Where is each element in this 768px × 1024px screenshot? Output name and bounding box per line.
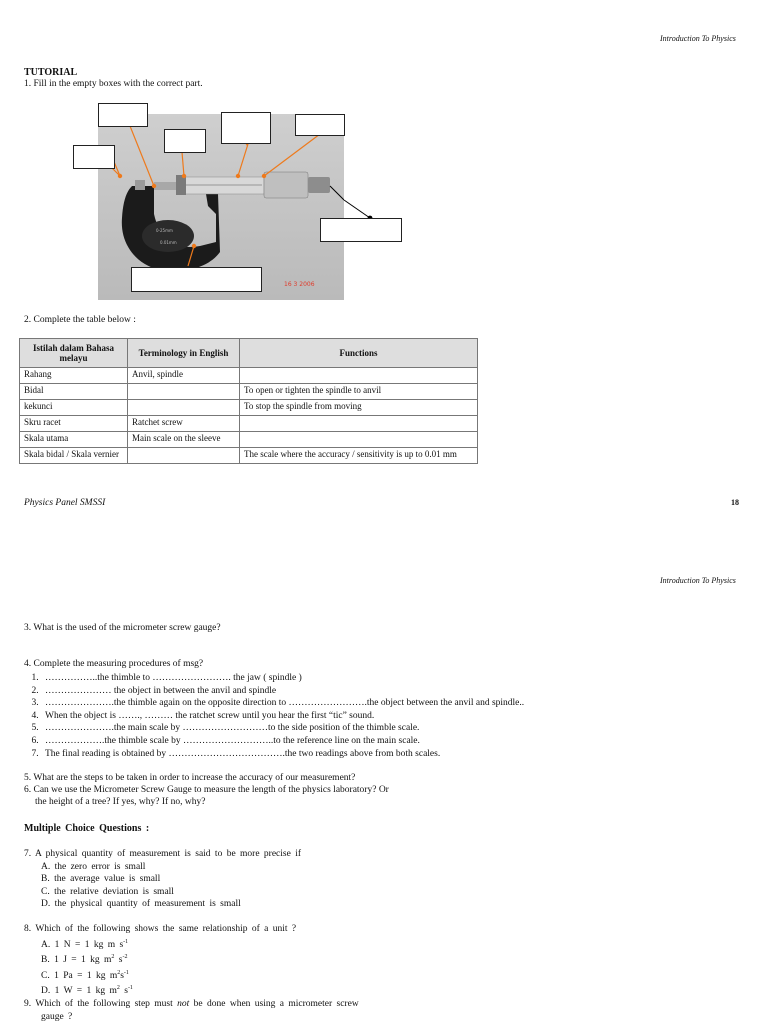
question-6-continued: the height of a tree? If yes, why? If no, why? xyxy=(35,797,206,807)
question-8 xyxy=(24,923,296,998)
question-stem: 8. Which of the following shows the same relationship of a unit ? xyxy=(24,924,297,934)
question-stem: 9. Which of the following step must not be done when using a micrometer screw xyxy=(24,999,359,1009)
list-item: 2. ………………… the object in between the anvil and spindle xyxy=(41,685,524,698)
table-cell[interactable] xyxy=(240,368,478,384)
option-text: B. 1 J = 1 kg m xyxy=(41,955,112,966)
option-text: C. 1 Pa = 1 kg m xyxy=(41,970,118,981)
list-item: 4. When the object is ……., ……… the ratchet screw until you hear the first “tic” sound. xyxy=(41,710,524,723)
option-text: s xyxy=(120,970,124,981)
table-row xyxy=(20,432,478,448)
option-a[interactable]: A. the zero error is small xyxy=(41,861,146,872)
table-cell[interactable] xyxy=(128,400,240,416)
question-9 xyxy=(24,998,359,1023)
question-stem-continued: gauge ? xyxy=(41,1011,73,1022)
list-item: 7. The final reading is obtained by ……………………………….the two readings above from both scales. xyxy=(41,748,524,761)
table-row xyxy=(20,448,478,464)
photo-date-stamp: 16 3 2006 xyxy=(284,281,315,288)
page-number: 18 xyxy=(731,498,739,507)
option-text: s xyxy=(114,955,123,966)
question-5: 5. What are the steps to be taken in order to increase the accuracy of our measurement? xyxy=(24,773,356,783)
terminology-table xyxy=(19,338,478,464)
table-cell: Anvil, spindle xyxy=(128,368,240,384)
column-header: Istilah dalam Bahasa melayu xyxy=(20,339,128,368)
svg-text:0-25mm: 0-25mm xyxy=(156,228,173,233)
answer-box-ratchet[interactable] xyxy=(320,218,402,242)
column-header: Functions xyxy=(240,339,478,368)
procedure-list xyxy=(27,672,524,760)
svg-text:0.01mm: 0.01mm xyxy=(160,240,177,245)
option-text: s xyxy=(119,986,128,997)
footer-panel-name: Physics Panel SMSSI xyxy=(24,498,106,508)
question-7 xyxy=(24,848,301,911)
question-6: 6. Can we use the Micrometer Screw Gauge to measure the length of the physics laboratory? Or xyxy=(24,785,389,795)
table-cell: Rahang xyxy=(20,368,128,384)
question-stem: 7. A physical quantity of measurement is said to be more precise if xyxy=(24,849,302,859)
list-item: 3. ………………….the thimble again on the opposite direction to …………………….the object between the anvil and spindle.. xyxy=(41,697,524,710)
table-cell: To stop the spindle from moving xyxy=(240,400,478,416)
option-b[interactable] xyxy=(41,951,296,967)
table-cell: Bidal xyxy=(20,384,128,400)
running-header: Introduction To Physics xyxy=(660,576,736,585)
table-cell[interactable] xyxy=(128,384,240,400)
table-row xyxy=(20,384,478,400)
table-cell: Skala bidal / Skala vernier xyxy=(20,448,128,464)
answer-box-spindle[interactable] xyxy=(164,129,206,153)
table-cell: Ratchet screw xyxy=(128,416,240,432)
option-exponent: -1 xyxy=(123,969,129,976)
option-c[interactable]: C. the relative deviation is small xyxy=(41,886,174,897)
answer-box-thimble[interactable] xyxy=(295,114,345,136)
table-cell: Skru racet xyxy=(20,416,128,432)
leader-lines xyxy=(0,0,768,320)
table-row xyxy=(20,368,478,384)
question-4: 4. Complete the measuring procedures of msg? xyxy=(24,659,204,669)
table-cell[interactable] xyxy=(240,432,478,448)
table-cell: The scale where the accuracy / sensitivity is up to 0.01 mm xyxy=(240,448,478,464)
option-exponent: 2 xyxy=(116,985,120,992)
option-c[interactable] xyxy=(41,967,296,983)
option-exponent: -2 xyxy=(122,954,128,961)
option-a[interactable] xyxy=(41,936,296,952)
answer-box-anvil[interactable] xyxy=(98,103,148,127)
option-text: D. 1 W = 1 kg m xyxy=(41,986,117,997)
table-cell: kekunci xyxy=(20,400,128,416)
answer-box-lock-nut[interactable] xyxy=(221,112,271,144)
table-cell: To open or tighten the spindle to anvil xyxy=(240,384,478,400)
question-1: 1. Fill in the empty boxes with the correct part. xyxy=(24,79,203,89)
table-cell[interactable] xyxy=(128,448,240,464)
column-header: Terminology in English xyxy=(128,339,240,368)
option-text: A. 1 N = 1 kg m s xyxy=(41,939,124,950)
list-item: 1. ……………..the thimble to ……………………. the jaw ( spindle ) xyxy=(41,672,524,685)
table-row xyxy=(20,416,478,432)
list-item: 6. ……………….the thimble scale by ………………………..to the reference line on the main scale. xyxy=(41,735,524,748)
running-header: Introduction To Physics xyxy=(660,34,736,43)
option-exponent: 2 xyxy=(117,969,121,976)
option-b[interactable]: B. the average value is small xyxy=(41,874,161,884)
option-d[interactable]: D. the physical quantity of measurement is small xyxy=(41,899,241,909)
answer-box-main-scale[interactable] xyxy=(131,267,262,292)
list-item: 5. ………………….the main scale by ………………………to the side position of the thimble scale. xyxy=(41,722,524,735)
mcq-heading: Multiple Choice Questions : xyxy=(24,823,150,834)
question-2: 2. Complete the table below : xyxy=(24,315,136,325)
option-exponent: -1 xyxy=(123,938,129,945)
table-row xyxy=(20,400,478,416)
question-3: 3. What is the used of the micrometer screw gauge? xyxy=(24,623,221,633)
option-exponent: 2 xyxy=(111,954,115,961)
answer-box-frame[interactable] xyxy=(73,145,115,169)
table-cell: Main scale on the sleeve xyxy=(128,432,240,448)
table-header-row xyxy=(20,339,478,368)
tutorial-title: TUTORIAL xyxy=(24,67,78,78)
option-exponent: -1 xyxy=(127,985,133,992)
option-d[interactable] xyxy=(41,982,296,998)
table-cell[interactable] xyxy=(240,416,478,432)
emphasis: not xyxy=(177,999,190,1009)
table-cell: Skala utama xyxy=(20,432,128,448)
